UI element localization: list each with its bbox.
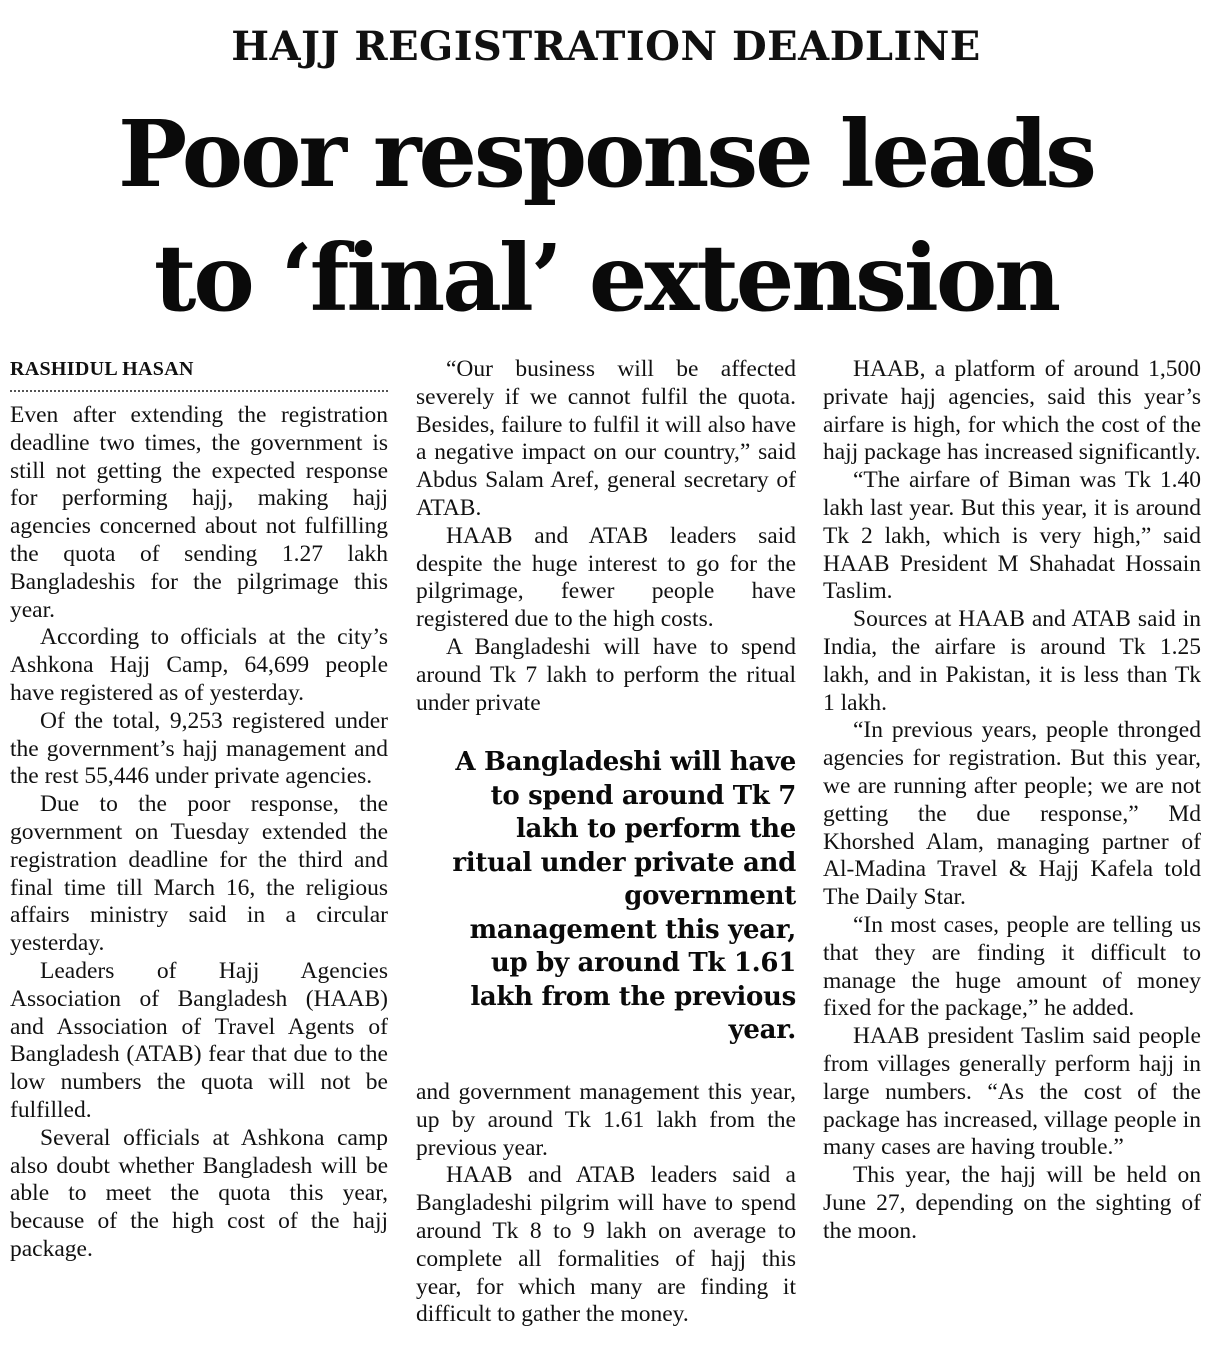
paragraph: and government management this year, up by around Tk 1.61 lakh from the previous year. <box>416 1079 796 1161</box>
paragraph: Several officials at Ashkona camp also doubt whether Bangladesh will be able to meet the quota this year, because of the high cost of the hajj package. <box>10 1124 388 1262</box>
headline <box>0 92 1212 340</box>
paragraph: HAAB and ATAB leaders said despite the huge interest to go for the pilgrimage, fewer people have registered due to the high costs. <box>416 522 796 633</box>
paragraph: Of the total, 9,253 registered under the government’s hajj management and the rest 55,446 under private agencies. <box>10 707 388 790</box>
headline-line-2: to ‘final’ extension <box>153 224 1059 332</box>
paragraph: “In most cases, people are telling us that they are finding it difficult to manage the huge amount of money fixed for the package,” he added. <box>823 911 1201 1022</box>
paragraph: This year, the hajj will be held on June 27, depending on the sighting of the moon. <box>823 1162 1201 1244</box>
column-2-top <box>416 356 796 717</box>
paragraph: “In previous years, people thronged agencies for registration. But this year, we are running after people; we are not getting the due response,” Md Khorshed Alam, managing partner of Al-Madina Travel & Hajj Kafela told The Daily Star. <box>823 717 1201 911</box>
headline-line-1: Poor response leads <box>118 100 1094 208</box>
paragraph: Even after extending the registration deadline two times, the government is still not getting the expected response for performing hajj, making hajj agencies concerned about not fulfilling the quota of sending 1.27 lakh Bangladeshis for the pilgrimage this year. <box>10 402 388 623</box>
pull-quote: A Bangladeshi will have to spend around Tk 7 lakh to perform the ritual under private and government management this year, up by around Tk 1.61 lakh from the previous year. <box>452 747 796 1045</box>
paragraph: A Bangladeshi will have to spend around Tk 7 lakh to perform the ritual under private <box>416 633 796 716</box>
paragraph: According to officials at the city’s Ashkona Hajj Camp, 64,699 people have registered as of yesterday. <box>10 624 388 706</box>
section-kicker: HAJJ REGISTRATION DEADLINE <box>231 23 981 70</box>
paragraph: Due to the poor response, the government on Tuesday extended the registration deadline for the third and final time till March 16, the religious affairs ministry said in a circular yesterday. <box>10 791 388 957</box>
column-3 <box>823 356 1201 1246</box>
paragraph: HAAB president Taslim said people from villages generally perform hajj in large numbers. “As the cost of the package has increased, village people in many cases are having trouble.” <box>823 1023 1201 1161</box>
paragraph: HAAB and ATAB leaders said a Bangladeshi pilgrim will have to spend around Tk 8 to 9 lakh on average to complete all formalities of hajj this year, for which many are finding it difficult to gather the money. <box>416 1162 796 1328</box>
paragraph: “The airfare of Biman was Tk 1.40 lakh last year. But this year, it is around Tk 2 lakh, which is very high,” said HAAB President M Shahadat Hossain Taslim. <box>823 467 1201 605</box>
column-1 <box>10 356 388 1264</box>
paragraph: “Our business will be affected severely if we cannot fulfil the quota. Besides, failure to fulfil it will also have a negative impact on our country,” said Abdus Salam Aref, general secretary of ATAB. <box>416 356 796 521</box>
paragraph: HAAB, a platform of around 1,500 private hajj agencies, said this year’s airfare is high, for which the cost of the hajj package has increased significantly. <box>823 356 1201 466</box>
paragraph: Sources at HAAB and ATAB said in India, the airfare is around Tk 1.25 lakh, and in Pakistan, it is less than Tk 1 lakh. <box>823 606 1201 716</box>
column-2-bottom <box>416 1079 796 1329</box>
byline: RASHIDUL HASAN <box>10 356 388 392</box>
paragraph: Leaders of Hajj Agencies Association of Bangladesh (HAAB) and Association of Travel Agents of Bangladesh (ATAB) fear that due to the low numbers the quota will not be fulfilled. <box>10 957 388 1123</box>
